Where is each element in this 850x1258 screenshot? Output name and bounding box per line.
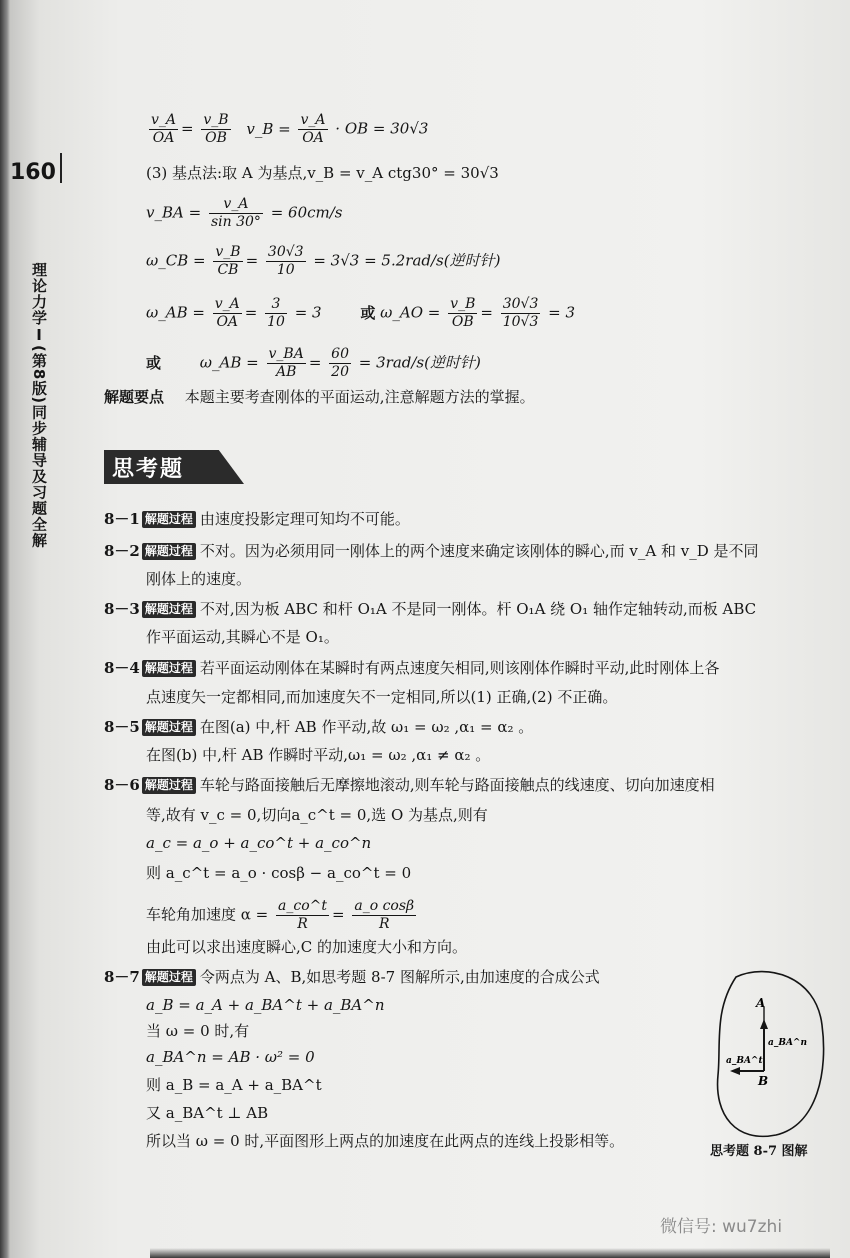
question-8-4: 8－4 解题过程 若平面运动刚体在某瞬时有两点速度矢相同,则该刚体作瞬时平动,此时刚体上各 — [104, 659, 720, 677]
question-8-6-line4: 则 a_c^t = a_o · cosβ − a_co^t = 0 — [146, 864, 412, 882]
question-8-7-line6: 又 a_BA^t ⊥ AB — [146, 1104, 269, 1122]
rigid-body-outline — [718, 972, 824, 1137]
figure-caption: 思考题 8-7 图解 — [710, 1144, 808, 1159]
equation-base-point-method: (3) 基点法:取 A 为基点,v_B = v_A ctg30° = 30√3 — [146, 164, 499, 182]
question-8-2: 8－2 解题过程 不对。因为必须用同一刚体上的两个速度来确定该刚体的瞬心,而 v_A 和 v_D 是不同 — [104, 542, 759, 560]
question-8-7-line7: 所以当 ω = 0 时,平面图形上两点的加速度在此两点的连线上投影相等。 — [146, 1132, 625, 1150]
label-point-a: A — [756, 996, 766, 1010]
arrow-normal-head — [760, 1019, 768, 1029]
question-8-1: 8－1 解题过程 由速度投影定理可知均不可能。 — [104, 510, 410, 528]
solution-tag: 解题过程 — [142, 969, 196, 986]
solution-tag: 解题过程 — [142, 660, 196, 677]
question-8-2-cont: 刚体上的速度。 — [146, 570, 252, 588]
question-8-6-line3: a_c = a_o + a_co^t + a_co^n — [146, 834, 372, 852]
solution-tag: 解题过程 — [142, 543, 196, 560]
question-8-7-line5: 则 a_B = a_A + a_BA^t — [146, 1076, 322, 1094]
question-8-7: 8－7 解题过程 令两点为 A、B,如思考题 8-7 图解所示,由加速度的合成公式 — [104, 968, 600, 986]
key-point-label: 解题要点 — [104, 388, 165, 406]
question-8-7-line4: a_BA^n = AB · ω² = 0 — [146, 1048, 315, 1066]
question-8-6-line2: 等,故有 v_c = 0,切向a_c^t = 0,选 O 为基点,则有 — [146, 806, 488, 824]
label-tangential-accel: a_BA^t — [726, 1056, 763, 1066]
question-8-5-cont: 在图(b) 中,杆 AB 作瞬时平动,ω₁ = ω₂ ,α₁ ≠ α₂ 。 — [146, 746, 491, 764]
solution-tag: 解题过程 — [142, 777, 196, 794]
equation-omega-ab: ω_AB = $\frac{v\_A}{OA}$ = $\frac{3}{10}$ = 3 或 ω_AO = $\frac{v\_B}{OB}$ = $\frac{30√3}{10√3}$ = 3 — [146, 296, 576, 330]
question-8-6: 8－6 解题过程 车轮与路面接触后无摩擦地滚动,则车轮与路面接触点的线速度、切向加速度相 — [104, 776, 715, 794]
solution-tag: 解题过程 — [142, 511, 196, 528]
side-running-title: 理论力学Ⅰ(第8版)同步辅导及习题全解 — [30, 262, 48, 549]
page-number: 160 — [10, 160, 56, 185]
question-8-7-line3: 当 ω = 0 时,有 — [146, 1022, 250, 1040]
section-title: 思考题 — [112, 457, 185, 482]
equation-vba: v_BA = $\frac{v\_A}{\sin 30^\circ}$ = 60cm/s — [146, 196, 343, 230]
wechat-watermark: 微信号: wu7zhi — [660, 1217, 783, 1237]
label-normal-accel: a_BA^n — [768, 1038, 808, 1048]
question-8-5: 8－5 解题过程 在图(a) 中,杆 AB 作平动,故 ω₁ = ω₂ ,α₁ = α₂ 。 — [104, 718, 534, 736]
equation-omega-cb: ω_CB = $\frac{v\_B}{CB}$ = $\frac{30√3}{10}$ = 3√3 = 5.2rad/s(逆时针) — [146, 244, 501, 278]
equation-omega-ab-alt: 或 ω_AB = $\frac{v\_BA}{AB}$ = $\frac{60}{20}$ = 3rad/s(逆时针) — [146, 346, 481, 380]
question-8-3: 8－3 解题过程 不对,因为板 ABC 和杆 O₁A 不是同一刚体。杆 O₁A 绕 O₁ 轴作定轴转动,而板 ABC — [104, 600, 757, 618]
question-8-6-line5: 车轮角加速度 α = $\frac{a\_co\^{}t}{R}$ = $\frac{\text{a\_o cosβ}}{R}$ — [146, 898, 415, 932]
book-spine-shadow — [0, 0, 10, 1258]
page-number-rule — [60, 153, 62, 183]
key-point-text: 本题主要考查刚体的平面运动,注意解题方法的掌握。 — [184, 388, 535, 406]
key-point-paragraph — [104, 386, 535, 408]
solution-tag: 解题过程 — [142, 719, 196, 736]
question-8-3-cont: 作平面运动,其瞬心不是 O₁。 — [146, 628, 339, 646]
question-8-7-line2: a_B = a_A + a_BA^t + a_BA^n — [146, 996, 385, 1014]
solution-tag: 解题过程 — [142, 601, 196, 618]
label-point-b: B — [758, 1074, 769, 1088]
equation-velocity-ratio: $\frac{v\_A}{OA}$ = $\frac{v\_B}{OB}$ v_B = $\frac{v\_A}{OA}$ · OB = 30√3 — [151, 112, 429, 146]
question-8-6-line6: 由此可以求出速度瞬心,C 的加速度大小和方向。 — [146, 938, 468, 956]
question-8-4-cont: 点速度矢一定都相同,而加速度矢不一定相同,所以(1) 正确,(2) 不正确。 — [146, 688, 618, 706]
figure-8-7-diagram — [706, 965, 830, 1140]
arrow-tangential-head — [730, 1067, 740, 1075]
page-bottom-shadow — [150, 1248, 830, 1258]
